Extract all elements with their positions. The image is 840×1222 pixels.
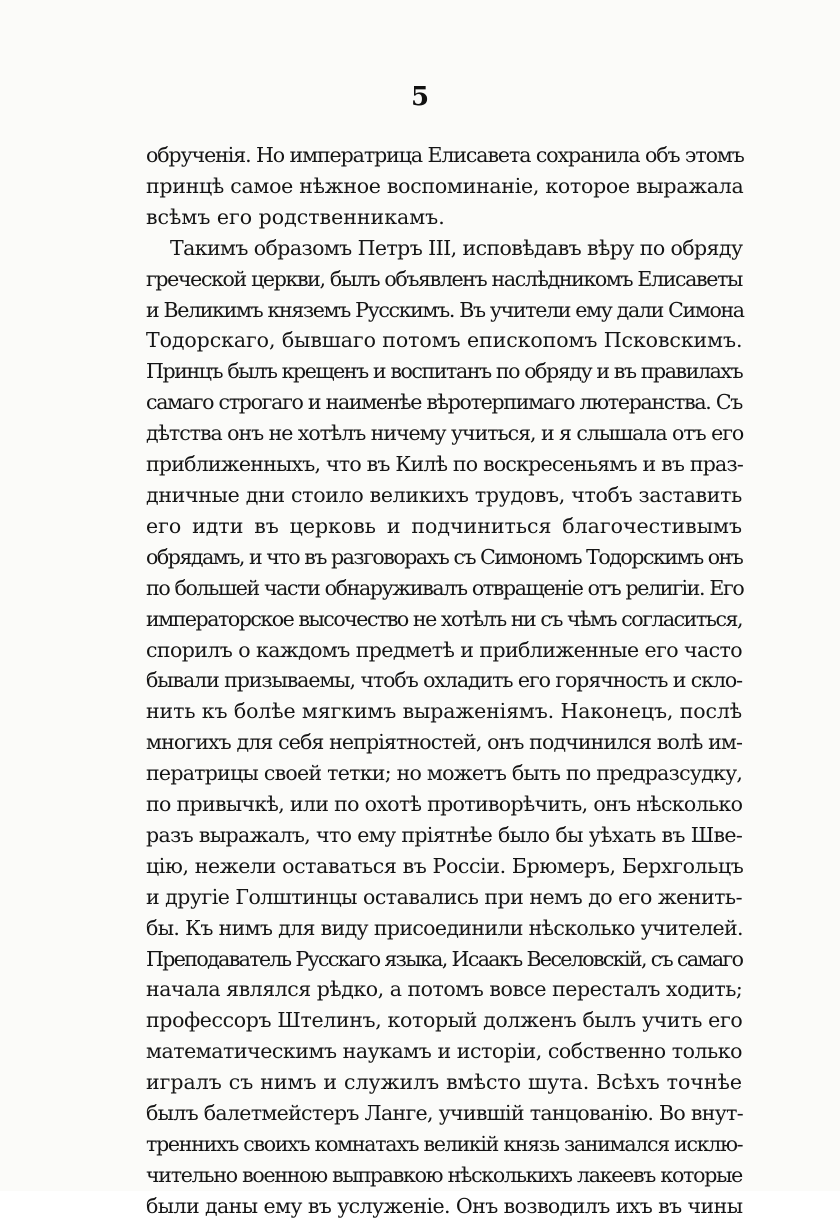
text-line: бывали призываемы, чтобъ охладить его горячность и скло- (146, 668, 743, 693)
text-line: Преподаватель Русскаго языка, Исаакъ Веселовскій, съ самаго (146, 946, 743, 971)
text-line: ператрицы своей тетки; но можетъ быть по предразсудку, (146, 761, 743, 786)
text-line: многихъ для себя непріятностей, онъ подчинился волѣ им- (146, 730, 743, 755)
text-line: профессоръ Штелинъ, который долженъ былъ учить его (146, 1008, 743, 1033)
text-line: спорилъ о каждомъ предметѣ и приближенные его часто (146, 637, 742, 662)
text-line: и другіе Голштинцы оставались при немъ до его женить- (146, 884, 742, 909)
text-line: дѣтства онъ не хотѣлъ ничему учиться, и я слышала отъ его (146, 421, 744, 446)
text-line: треннихъ своихъ комнатахъ великій князь занимался исклю- (146, 1132, 743, 1156)
text-line: нить къ болѣе мягкимъ выраженіямъ. Наконецъ, послѣ (146, 699, 742, 724)
text-line: разъ выражалъ, что ему пріятнѣе было бы уѣхать въ Шве- (146, 822, 743, 847)
paragraph-1 (146, 140, 742, 233)
text-line: начала являлся рѣдко, а потомъ вовсе пересталъ ходить; (146, 977, 743, 1002)
text-line: бы. Къ нимъ для виду присоединили нѣсколько учителей. (146, 915, 743, 940)
text-line: императорское высочество не хотѣлъ ни съ чѣмъ согласиться, (146, 606, 742, 631)
text-line: Такимъ образомъ Петръ III, исповѣдавъ вѣру по обряду (170, 235, 743, 260)
text-line: его идти въ церковь и подчиниться благочестивымъ (146, 513, 742, 538)
text-line: цію, нежели оставаться въ Россіи. Брюмеръ, Берхгольцъ (146, 853, 744, 878)
text-line: дничные дни стоило великихъ трудовъ, чтобъ заставить (146, 482, 742, 507)
body-text (146, 140, 742, 1222)
text-line: обрядамъ, и что въ разговорахъ съ Симономъ Тодорскимъ онъ (146, 544, 743, 569)
text-line: Тодорскаго, бывшаго потомъ епископомъ Псковскимъ. (146, 328, 743, 353)
page-number: 5 (410, 82, 430, 112)
paragraph-2 (146, 233, 742, 1222)
text-line: и Великимъ княземъ Русскимъ. Въ учители ему дали Симона (146, 297, 744, 322)
text-line: по привычкѣ, или по охотѣ противорѣчить, онъ нѣсколько (146, 792, 743, 817)
text-line: чительно военною выправкою нѣсколькихъ лакеевъ которые (146, 1162, 742, 1187)
text-line: греческой церкви, былъ объявленъ наслѣдникомъ Елисаветы (146, 266, 742, 291)
text-line: былъ балетмейстеръ Ланге, учившій танцованію. Во внут- (146, 1101, 743, 1126)
text-line: были даны ему въ услуженіе. Онъ возводилъ ихъ въ чины (146, 1193, 743, 1218)
text-line: игралъ съ нимъ и служилъ вмѣсто шута. Всѣхъ точнѣе (146, 1070, 742, 1095)
text-line: приближенныхъ, что въ Килѣ по воскресеньямъ и въ праз- (146, 452, 744, 477)
text-line: по большей части обнаруживалъ отвращеніе отъ религіи. Его (146, 575, 744, 600)
text-line: математическимъ наукамъ и исторіи, собственно только (146, 1039, 742, 1064)
text-line: Принцъ былъ крещенъ и воспитанъ по обряду и въ правилахъ (146, 359, 743, 384)
text-line: самаго строгаго и наименѣе вѣротерпимаго лютеранства. Съ (146, 390, 742, 415)
text-line: принцѣ самое нѣжное воспоминаніе, которое выражала (146, 173, 744, 198)
text-line: обрученія. Но императрица Елисавета сохранила объ этомъ (146, 143, 744, 167)
text-line: всѣмъ его родственникамъ. (146, 204, 445, 229)
